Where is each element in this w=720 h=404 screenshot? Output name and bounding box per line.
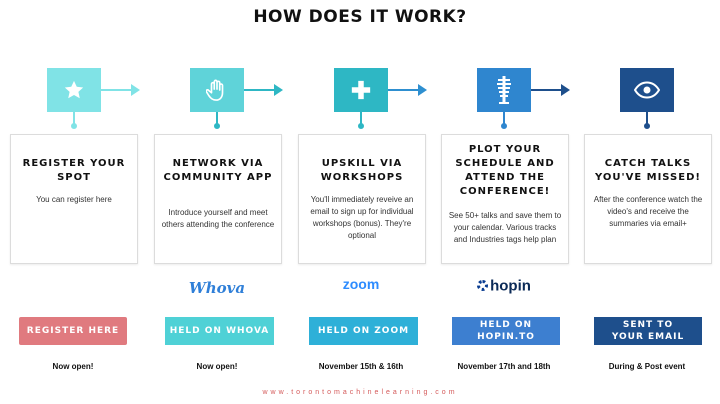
hopin-mark-icon <box>477 280 488 291</box>
card-title: PLOT YOUR SCHEDULE AND ATTEND THE CONFERENCE! <box>455 144 555 197</box>
step-card-catch-talks <box>584 134 712 264</box>
card-title: REGISTER YOUR SPOT <box>22 158 126 183</box>
card-body: You can register here <box>36 195 112 204</box>
step-1-icon-box <box>47 68 101 112</box>
step-card-plot-schedule <box>441 134 569 264</box>
arrow-connector <box>101 89 131 91</box>
step-3-icon-box <box>334 68 388 112</box>
connector-dot <box>644 123 650 129</box>
step-4-availability: November 17th and 18th <box>457 362 551 371</box>
card-title: CATCH TALKS YOU'VE MISSED! <box>595 158 701 183</box>
held-on-hopin-button[interactable]: HELD ON HOPIN.TO <box>452 317 560 345</box>
plus-icon <box>350 79 372 101</box>
page-title: HOW DOES IT WORK? <box>253 7 467 27</box>
step-1-availability: Now open! <box>52 362 94 371</box>
card-body: See 50+ talks and save them to your calendar. Various tracks and Industries tags help plan <box>448 211 562 244</box>
step-5-availability: During & Post event <box>608 362 686 371</box>
eye-icon <box>634 81 660 99</box>
step-card-network <box>154 134 282 264</box>
microphone-icon <box>494 75 514 105</box>
connector-dot <box>358 123 364 129</box>
connector-dot <box>501 123 507 129</box>
step-3-availability: November 15th & 16th <box>318 362 404 371</box>
hopin-wordmark: hopin <box>490 277 531 295</box>
step-card-upskill <box>298 134 426 264</box>
arrow-head <box>131 84 140 96</box>
card-body: After the conference watch the video's and receive the summaries via email+ <box>593 195 703 228</box>
whova-logo: Whova <box>188 279 246 297</box>
arrow-head <box>274 84 283 96</box>
held-on-zoom-button[interactable]: HELD ON ZOOM <box>309 317 418 345</box>
hand-icon <box>206 78 228 102</box>
connector-dot <box>71 123 77 129</box>
star-icon <box>63 79 85 101</box>
step-2-icon-box <box>190 68 244 112</box>
arrow-head <box>561 84 570 96</box>
hopin-logo <box>441 277 567 295</box>
step-card-register <box>10 134 138 264</box>
arrow-connector <box>388 89 418 91</box>
register-here-button[interactable]: REGISTER HERE <box>19 317 127 345</box>
step-4-icon-box <box>477 68 531 112</box>
arrow-connector <box>531 89 561 91</box>
step-2-availability: Now open! <box>196 362 238 371</box>
website-link[interactable]: www.torontomachinelearning.com <box>262 389 458 396</box>
step-5-icon-box <box>620 68 674 112</box>
sent-to-email-button[interactable]: SENT TO YOUR EMAIL <box>594 317 702 345</box>
arrow-head <box>418 84 427 96</box>
card-body: You'll immediately reveive an email to sign up for individual workshops (bonus). They're optional <box>310 195 414 240</box>
card-title: NETWORK VIA COMMUNITY APP <box>163 158 273 183</box>
arrow-connector <box>244 89 274 91</box>
card-body: Introduce yourself and meet others attending the conference <box>161 208 275 229</box>
held-on-whova-button[interactable]: HELD ON WHOVA <box>165 317 274 345</box>
connector-dot <box>214 123 220 129</box>
zoom-logo: zoom <box>342 276 380 292</box>
card-title: UPSKILL VIA WORKSHOPS <box>320 158 404 183</box>
